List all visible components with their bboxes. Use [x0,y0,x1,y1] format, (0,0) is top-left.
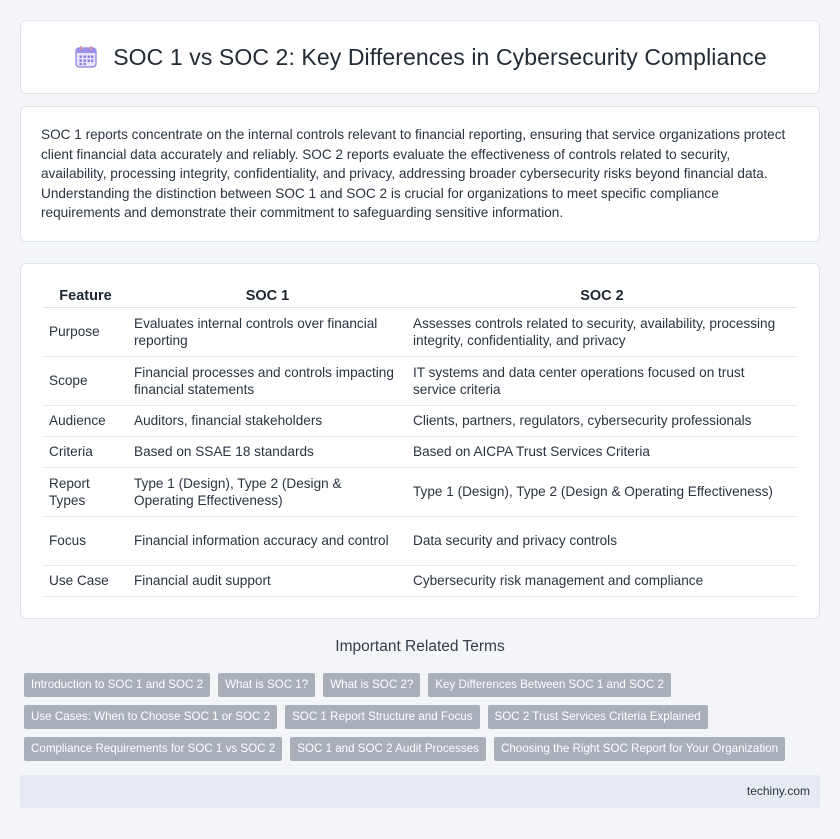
row-soc1: Financial processes and controls impacting financial statements [128,357,407,406]
row-soc2: Type 1 (Design), Type 2 (Design & Operating Effectiveness) [407,468,797,517]
tag-link[interactable]: What is SOC 1? [218,673,315,697]
table-header-row [43,284,797,308]
tag-link[interactable]: SOC 2 Trust Services Criteria Explained [488,705,708,729]
related-terms-section [20,638,820,656]
row-soc2: Cybersecurity risk management and compliance [407,566,797,597]
comparison-table-card [20,263,820,619]
table-row [43,517,797,566]
row-soc2: Based on AICPA Trust Services Criteria [407,437,797,468]
row-soc2: Assesses controls related to security, availability, processing integrity, confidentiality, and privacy [407,308,797,357]
header-soc1: SOC 1 [128,284,407,308]
row-soc1: Evaluates internal controls over financial reporting [128,308,407,357]
header-feature: Feature [43,284,128,308]
footer [20,775,820,808]
related-terms-title: Important Related Terms [335,638,505,655]
row-soc1: Financial information accuracy and control [128,517,407,566]
row-soc1: Based on SSAE 18 standards [128,437,407,468]
row-feature: Criteria [43,437,128,468]
row-soc1: Auditors, financial stakeholders [128,406,407,437]
row-feature: Audience [43,406,128,437]
table-row [43,357,797,406]
comparison-table [43,284,797,597]
tag-link[interactable]: Key Differences Between SOC 1 and SOC 2 [428,673,671,697]
row-soc2: Clients, partners, regulators, cybersecurity professionals [407,406,797,437]
related-terms-tags [24,673,820,769]
row-soc2: IT systems and data center operations focused on trust service criteria [407,357,797,406]
tag-row [24,673,820,697]
table-row [43,308,797,357]
table-row [43,437,797,468]
footer-site: techiny.com [746,784,810,798]
row-feature: Report Types [43,468,128,517]
table-row [43,468,797,517]
tag-link[interactable]: Introduction to SOC 1 and SOC 2 [24,673,210,697]
row-feature: Use Case [43,566,128,597]
tag-link[interactable]: What is SOC 2? [323,673,420,697]
row-soc1: Type 1 (Design), Type 2 (Design & Operating Effectiveness) [128,468,407,517]
tag-link[interactable]: SOC 1 and SOC 2 Audit Processes [290,737,486,761]
row-feature: Focus [43,517,128,566]
row-feature: Purpose [43,308,128,357]
row-feature: Scope [43,357,128,406]
tag-link[interactable]: SOC 1 Report Structure and Focus [285,705,479,729]
intro-paragraph: SOC 1 reports concentrate on the internal controls relevant to financial reporting, ensuring that service organizations protect client financial data accurately and reliably. SOC 2 reports evaluate the effectiveness of controls related to security, availability, processing integrity, confidentiality, and privacy, addressing broader cybersecurity risks beyond financial data. Understanding the distinction between SOC 1 and SOC 2 is crucial for organizations to meet specific compliance requirements and demonstrate their commitment to safeguarding sensitive information. [41,127,786,221]
row-soc2: Data security and privacy controls [407,517,797,566]
row-soc1: Financial audit support [128,566,407,597]
tag-link[interactable]: Use Cases: When to Choose SOC 1 or SOC 2 [24,705,277,729]
title-card [20,20,820,94]
tag-row [24,705,820,729]
calendar-icon [73,44,99,70]
tag-row [24,737,820,761]
intro-card [20,106,820,242]
page-title: SOC 1 vs SOC 2: Key Differences in Cybersecurity Compliance [113,43,767,70]
table-row [43,566,797,597]
tag-link[interactable]: Compliance Requirements for SOC 1 vs SOC 2 [24,737,282,761]
tag-link[interactable]: Choosing the Right SOC Report for Your Organization [494,737,785,761]
table-row [43,406,797,437]
header-soc2: SOC 2 [407,284,797,308]
